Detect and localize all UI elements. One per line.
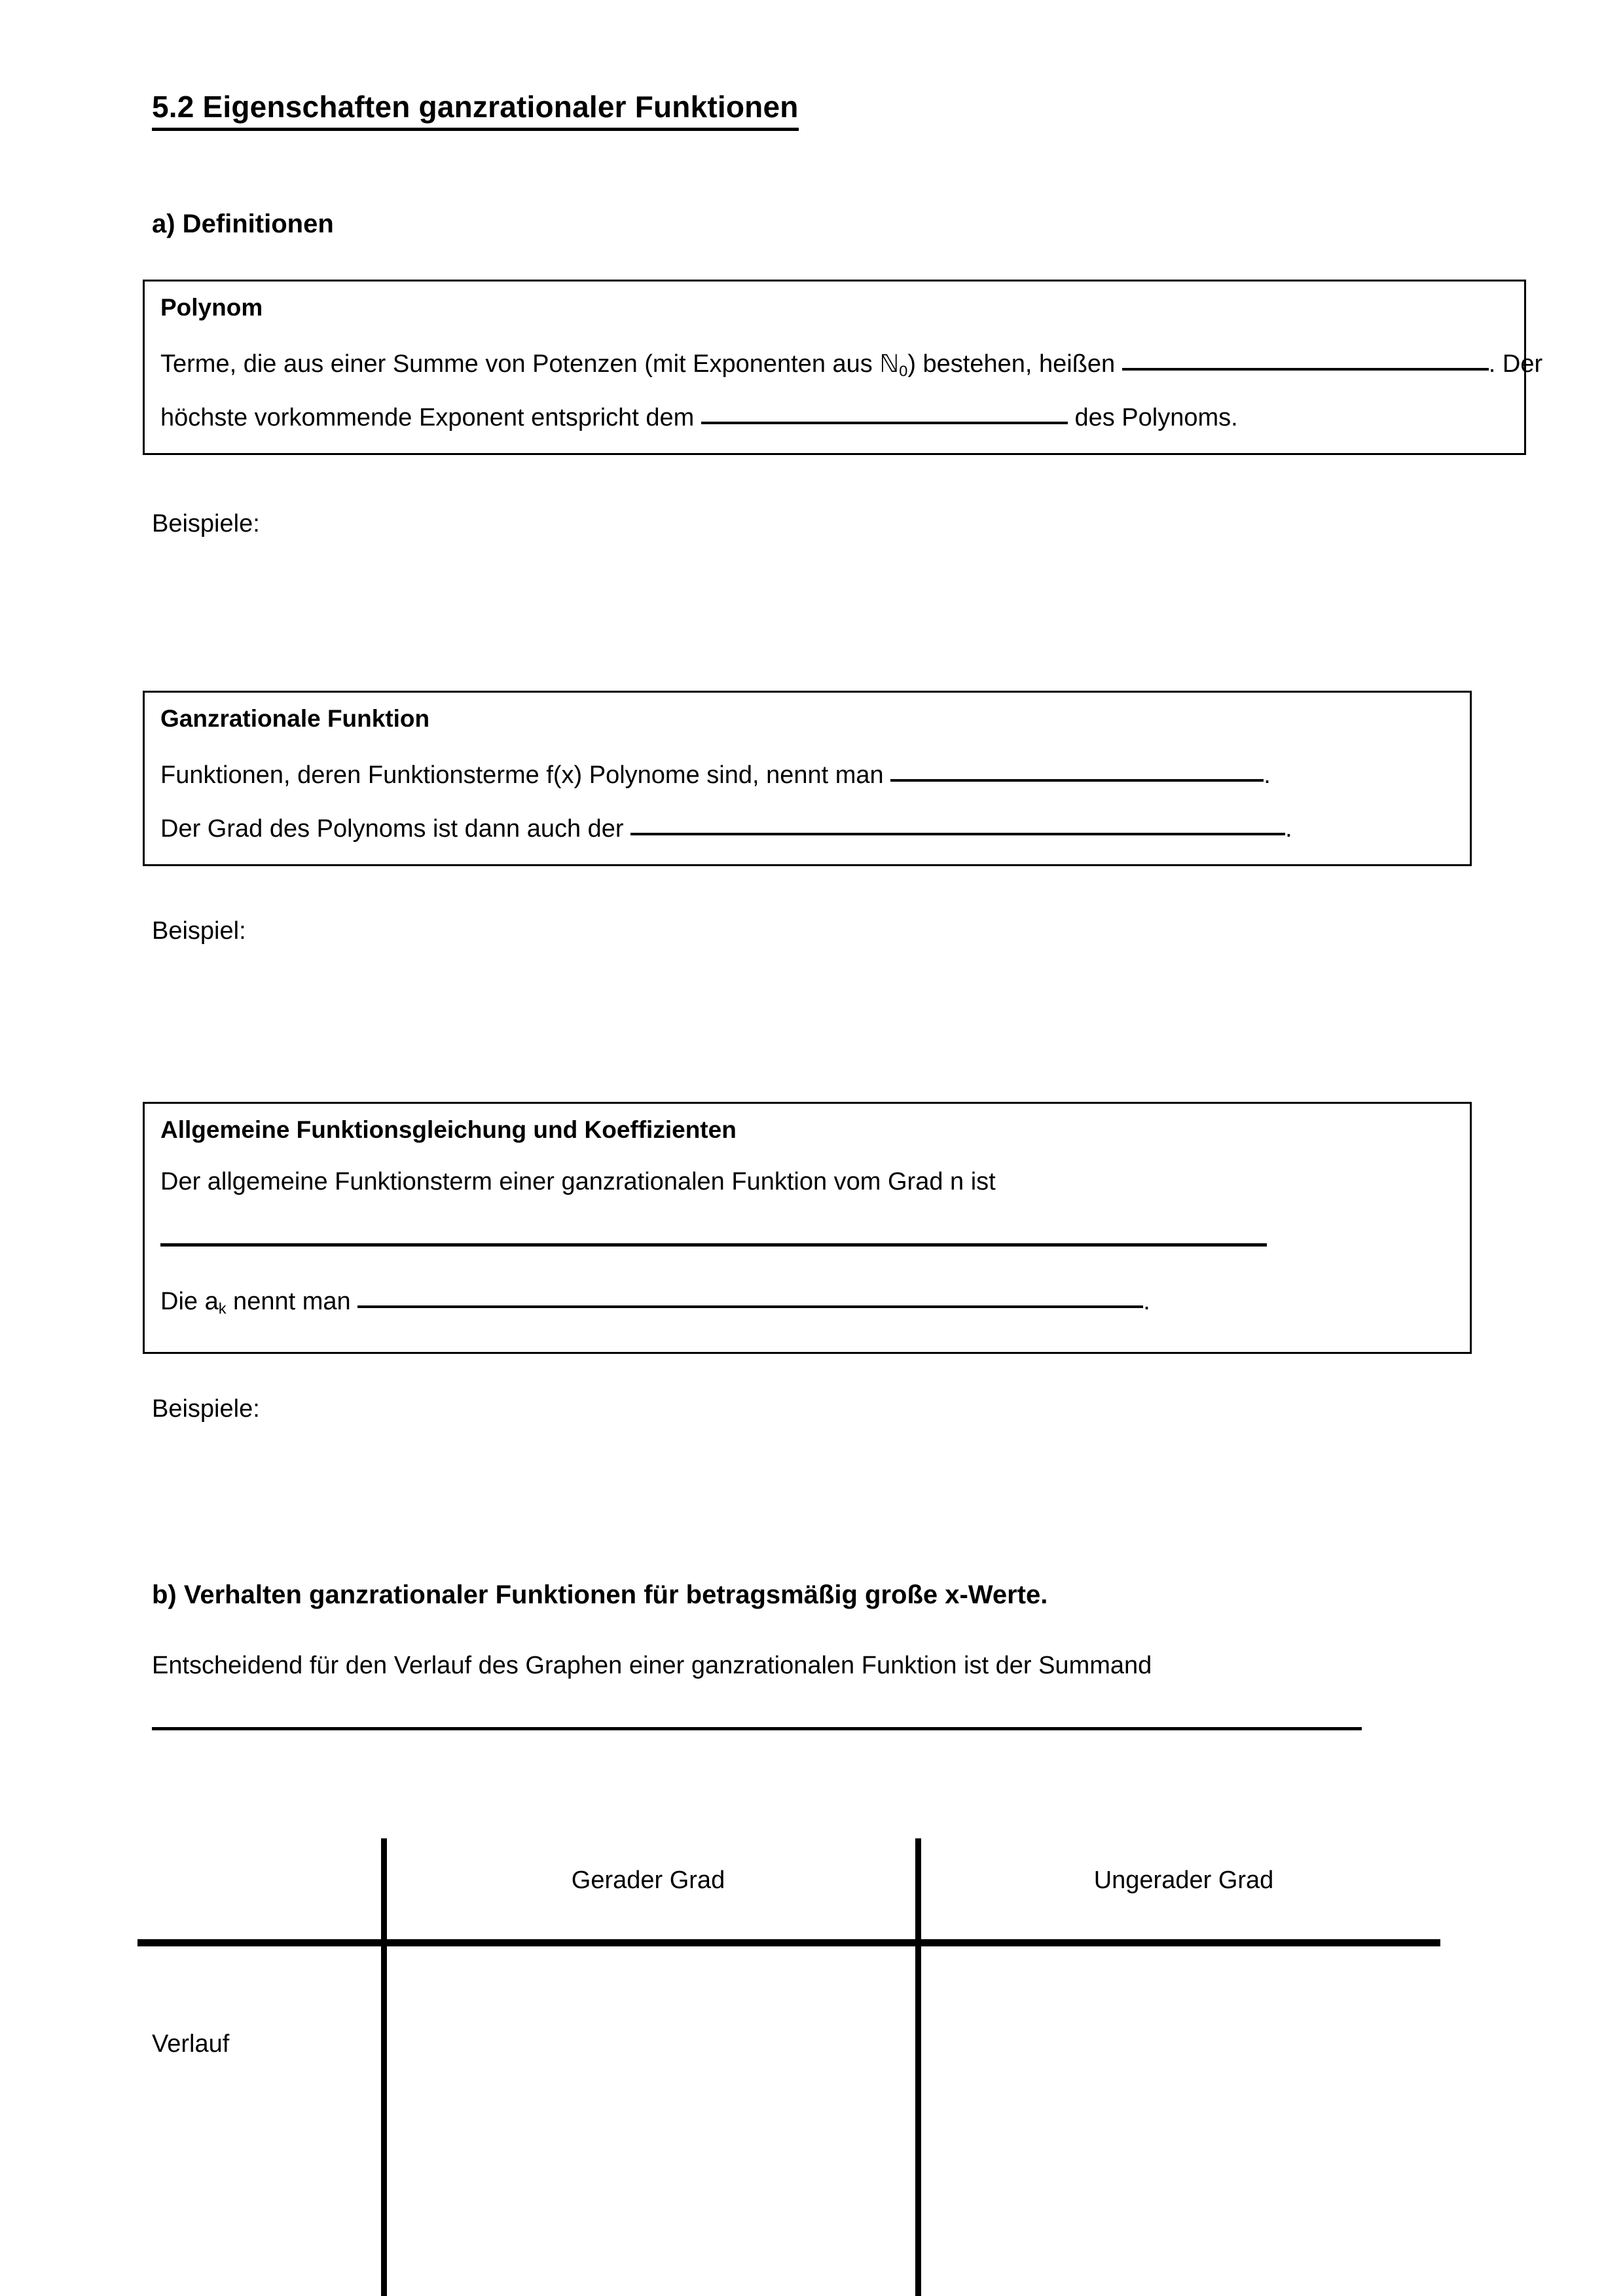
natural-numbers-symbol: ℕ bbox=[879, 349, 900, 378]
section-b-heading: b) Verhalten ganzrationaler Funktionen für betragsmäßig große x-Werte. bbox=[152, 1580, 1048, 1609]
answer-rule-allgemeine[interactable] bbox=[160, 1243, 1267, 1247]
polynom-line1-text-a: Terme, die aus einer Summe von Potenzen (mit Exponenten aus bbox=[160, 350, 880, 378]
polynom-line1-text-c: . Der bbox=[1488, 350, 1543, 378]
polynom-line2-text-b: des Polynoms. bbox=[1074, 404, 1238, 432]
table-column-divider-2 bbox=[915, 1838, 921, 2296]
table-header-separator bbox=[137, 1939, 1440, 1946]
polynom-line1-text-b: ) bestehen, heißen bbox=[907, 350, 1116, 378]
definition-box-ganzrationale-line-1 bbox=[160, 756, 1271, 792]
table-cell-verlauf-gerader[interactable] bbox=[390, 1948, 910, 2295]
table-cell-verlauf-ungerader[interactable] bbox=[924, 1948, 1442, 2295]
definition-box-polynom bbox=[143, 280, 1543, 455]
blank-polynom-1[interactable] bbox=[1122, 344, 1489, 371]
polynom-line2-text-a: höchste vorkommende Exponent entspricht dem bbox=[160, 404, 695, 432]
allgemeine-line3-text-c: . bbox=[1143, 1288, 1150, 1316]
allgemeine-line3-text-b: nennt man bbox=[226, 1288, 351, 1316]
definition-box-ganzrationale-line-2 bbox=[160, 809, 1292, 845]
section-a-heading: a) Definitionen bbox=[152, 210, 334, 238]
natural-numbers-subscript: 0 bbox=[899, 362, 908, 380]
definition-box-allgemeine-funktionsgleichung bbox=[143, 1102, 1472, 1354]
definition-box-polynom-title: Polynom bbox=[160, 294, 263, 321]
blank-ganzrationale-2[interactable] bbox=[630, 809, 1285, 835]
blank-polynom-2[interactable] bbox=[701, 398, 1068, 424]
definition-box-polynom-line-2 bbox=[160, 398, 1238, 434]
examples-label-2: Beispiel: bbox=[152, 917, 246, 945]
ganzrationale-line1-text-b: . bbox=[1264, 761, 1271, 790]
allgemeine-line3-text-a: Die a bbox=[160, 1288, 219, 1316]
definition-box-allgemeine-line-1: Der allgemeine Funktionsterm einer ganzrationalen Funktion vom Grad n ist bbox=[160, 1168, 996, 1195]
page-title: 5.2 Eigenschaften ganzrationaler Funktionen bbox=[152, 90, 799, 131]
answer-rule-summand[interactable] bbox=[152, 1727, 1362, 1730]
definition-box-ganzrationale-funktion bbox=[143, 691, 1472, 866]
coefficient-subscript-k: k bbox=[218, 1300, 227, 1317]
definition-box-allgemeine-title: Allgemeine Funktionsgleichung und Koeffizienten bbox=[160, 1116, 737, 1143]
examples-label-1: Beispiele: bbox=[152, 510, 260, 538]
blank-ganzrationale-1[interactable] bbox=[890, 756, 1264, 782]
ganzrationale-line1-text-a: Funktionen, deren Funktionsterme f(x) Polynome sind, nennt man bbox=[160, 761, 884, 790]
examples-label-3: Beispiele: bbox=[152, 1395, 260, 1423]
definition-box-polynom-line-1 bbox=[160, 344, 1542, 381]
table-row-label-verlauf: Verlauf bbox=[152, 2030, 230, 2058]
table-header-gerader-grad: Gerader Grad bbox=[571, 1867, 725, 1894]
definition-box-ganzrationale-funktion-title: Ganzrationale Funktion bbox=[160, 705, 430, 732]
table-header-ungerader-grad: Ungerader Grad bbox=[1093, 1867, 1274, 1894]
ganzrationale-line2-text-b: . bbox=[1285, 815, 1292, 843]
table-column-divider-1 bbox=[381, 1838, 387, 2296]
section-b-intro-text: Entscheidend für den Verlauf des Graphen einer ganzrationalen Funktion ist der Summand bbox=[152, 1652, 1152, 1679]
ganzrationale-line2-text-a: Der Grad des Polynoms ist dann auch der bbox=[160, 815, 624, 843]
definition-box-allgemeine-line-3 bbox=[160, 1282, 1150, 1319]
blank-allgemeine-koeffizienten[interactable] bbox=[357, 1282, 1143, 1308]
